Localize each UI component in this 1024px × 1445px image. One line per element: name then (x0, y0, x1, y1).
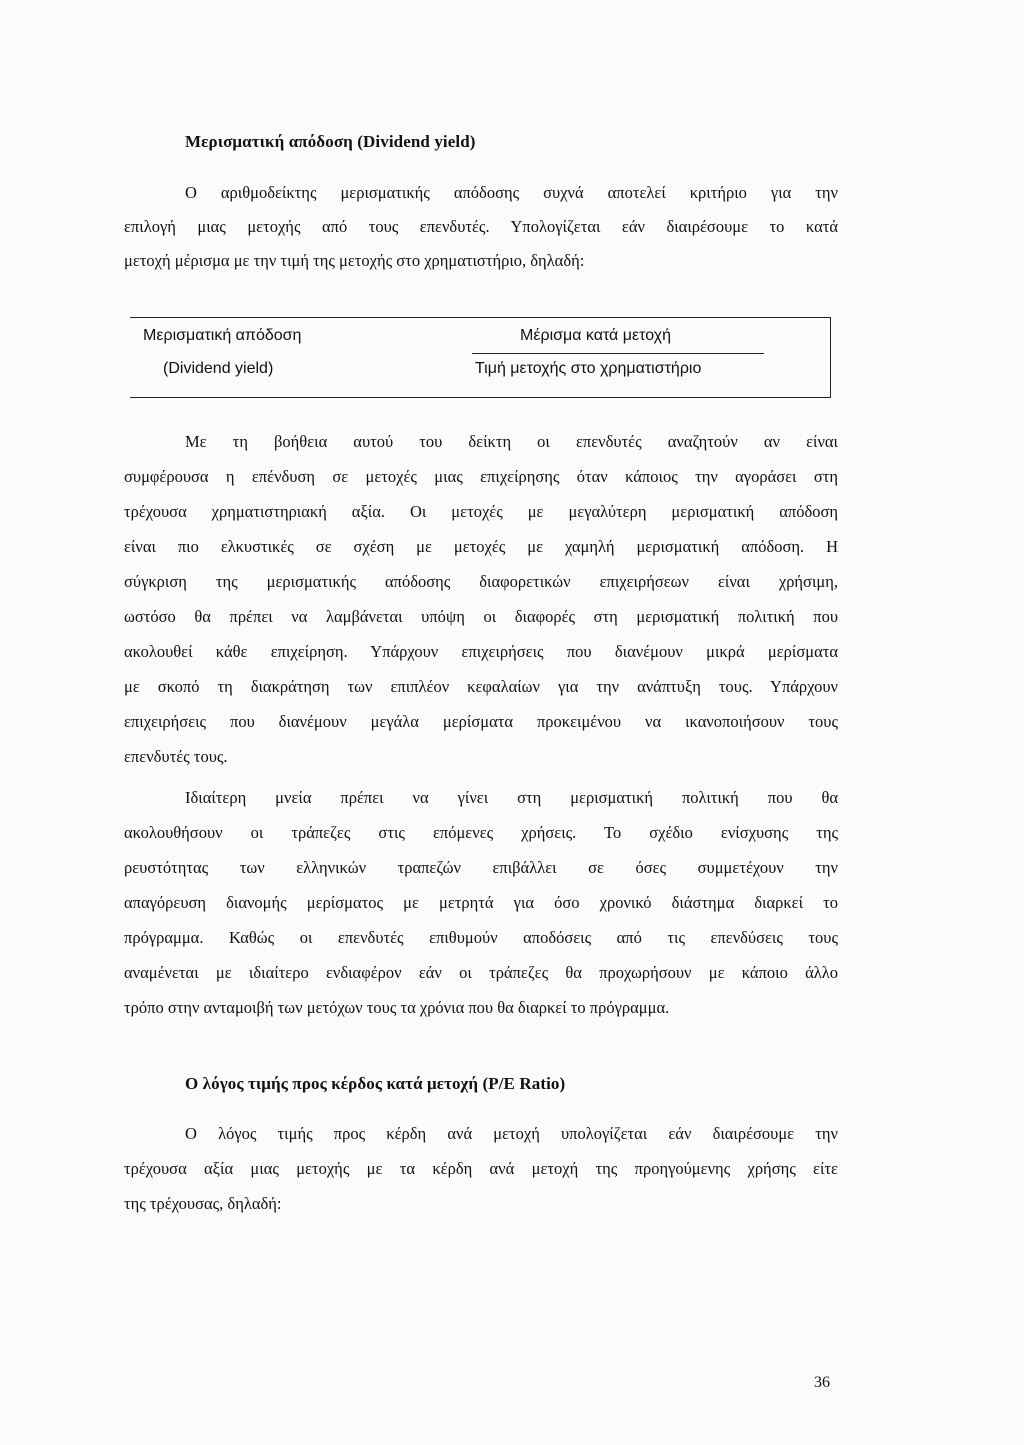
dividend-yield-formula (130, 317, 831, 398)
formula-numerator: Μέρισμα κατά μετοχή (520, 327, 671, 344)
paragraph-line: με σκοπό τη διακράτηση των επιπλέον κεφαλαίων για την ανάπτυξη τους. Υπάρχουν (124, 677, 838, 696)
paragraph-line: συμφέρουσα η επένδυση σε μετοχές μιας επιχείρησης όταν κάποιος την αγοράσει στη (124, 467, 838, 486)
paragraph-line: τρέχουσα χρηματιστηριακή αξία. Οι μετοχές με μεγαλύτερη μερισματική απόδοση (124, 502, 838, 521)
fraction-line (472, 353, 764, 354)
formula-label-english: (Dividend yield) (163, 360, 274, 377)
page-number: 36 (814, 1374, 830, 1391)
paragraph-line: αναμένεται με ιδιαίτερο ενδιαφέρον εάν οι τράπεζες θα προχωρήσουν με κάποιο άλλο (124, 963, 838, 982)
paragraph-line: είναι πιο ελκυστικές σε σχέση με μετοχές με χαμηλή μερισματική απόδοση. Η (124, 537, 838, 556)
paragraph-line: ρευστότητας των ελληνικών τραπεζών επιβάλλει σε όσες συμμετέχουν την (124, 858, 838, 877)
paragraph-line: σύγκριση της μερισματικής απόδοσης διαφορετικών επιχειρήσεων είναι χρήσιμη, (124, 572, 838, 591)
paragraph-line: τρόπο στην ανταμοιβή των μετόχων τους τα χρόνια που θα διαρκεί το πρόγραμμα. (124, 998, 670, 1017)
paragraph-line: Με τη βοήθεια αυτού του δείκτη οι επενδυτές αναζητούν αν είναι (185, 432, 838, 451)
section-heading-pe-ratio: Ο λόγος τιμής προς κέρδος κατά μετοχή (P/E Ratio) (185, 1074, 566, 1093)
paragraph-line: ωστόσο θα πρέπει να λαμβάνεται υπόψη οι διαφορές στη μερισματική πολιτική που (124, 607, 838, 626)
section-heading-dividend-yield: Μερισματική απόδοση (Dividend yield) (185, 132, 476, 151)
paragraph-line: ακολουθήσουν οι τράπεζες στις επόμενες χρήσεις. Το σχέδιο ενίσχυσης της (124, 823, 838, 842)
formula-denominator: Τιμή μετοχής στο χρηματιστήριο (475, 360, 702, 377)
paragraph-line: επιλογή μιας μετοχής από τους επενδυτές. Υπολογίζεται εάν διαιρέσουμε το κατά (124, 217, 838, 236)
paragraph-line: της τρέχουσας, δηλαδή: (124, 1194, 282, 1213)
paragraph-line: ακολουθεί κάθε επιχείρηση. Υπάρχουν επιχειρήσεις που διανέμουν μικρά μερίσματα (124, 642, 838, 661)
paragraph-line: Ο αριθμοδείκτης μερισματικής απόδοσης συχνά αποτελεί κριτήριο για την (185, 183, 838, 202)
paragraph-line: επιχειρήσεις που διανέμουν μεγάλα μερίσματα προκειμένου να ικανοποιήσουν τους (124, 712, 838, 731)
paragraph-line: τρέχουσα αξία μιας μετοχής με τα κέρδη ανά μετοχή της προηγούμενης χρήσης είτε (124, 1159, 838, 1178)
paragraph-line: πρόγραμμα. Καθώς οι επενδυτές επιθυμούν αποδόσεις από τις επενδύσεις τους (124, 928, 838, 947)
paragraph-line: απαγόρευση διανομής μερίσματος με μετρητά για όσο χρονικό διάστημα διαρκεί το (124, 893, 838, 912)
paragraph-line: μετοχή μέρισμα με την τιμή της μετοχής στο χρηματιστήριο, δηλαδή: (124, 251, 585, 270)
paragraph-line: Ιδιαίτερη μνεία πρέπει να γίνει στη μερισματική πολιτική που θα (185, 788, 838, 807)
formula-label: Μερισματική απόδοση (143, 327, 302, 344)
paragraph-line: Ο λόγος τιμής προς κέρδη ανά μετοχή υπολογίζεται εάν διαιρέσουμε την (185, 1124, 838, 1143)
paragraph-line: επενδυτές τους. (124, 747, 228, 766)
